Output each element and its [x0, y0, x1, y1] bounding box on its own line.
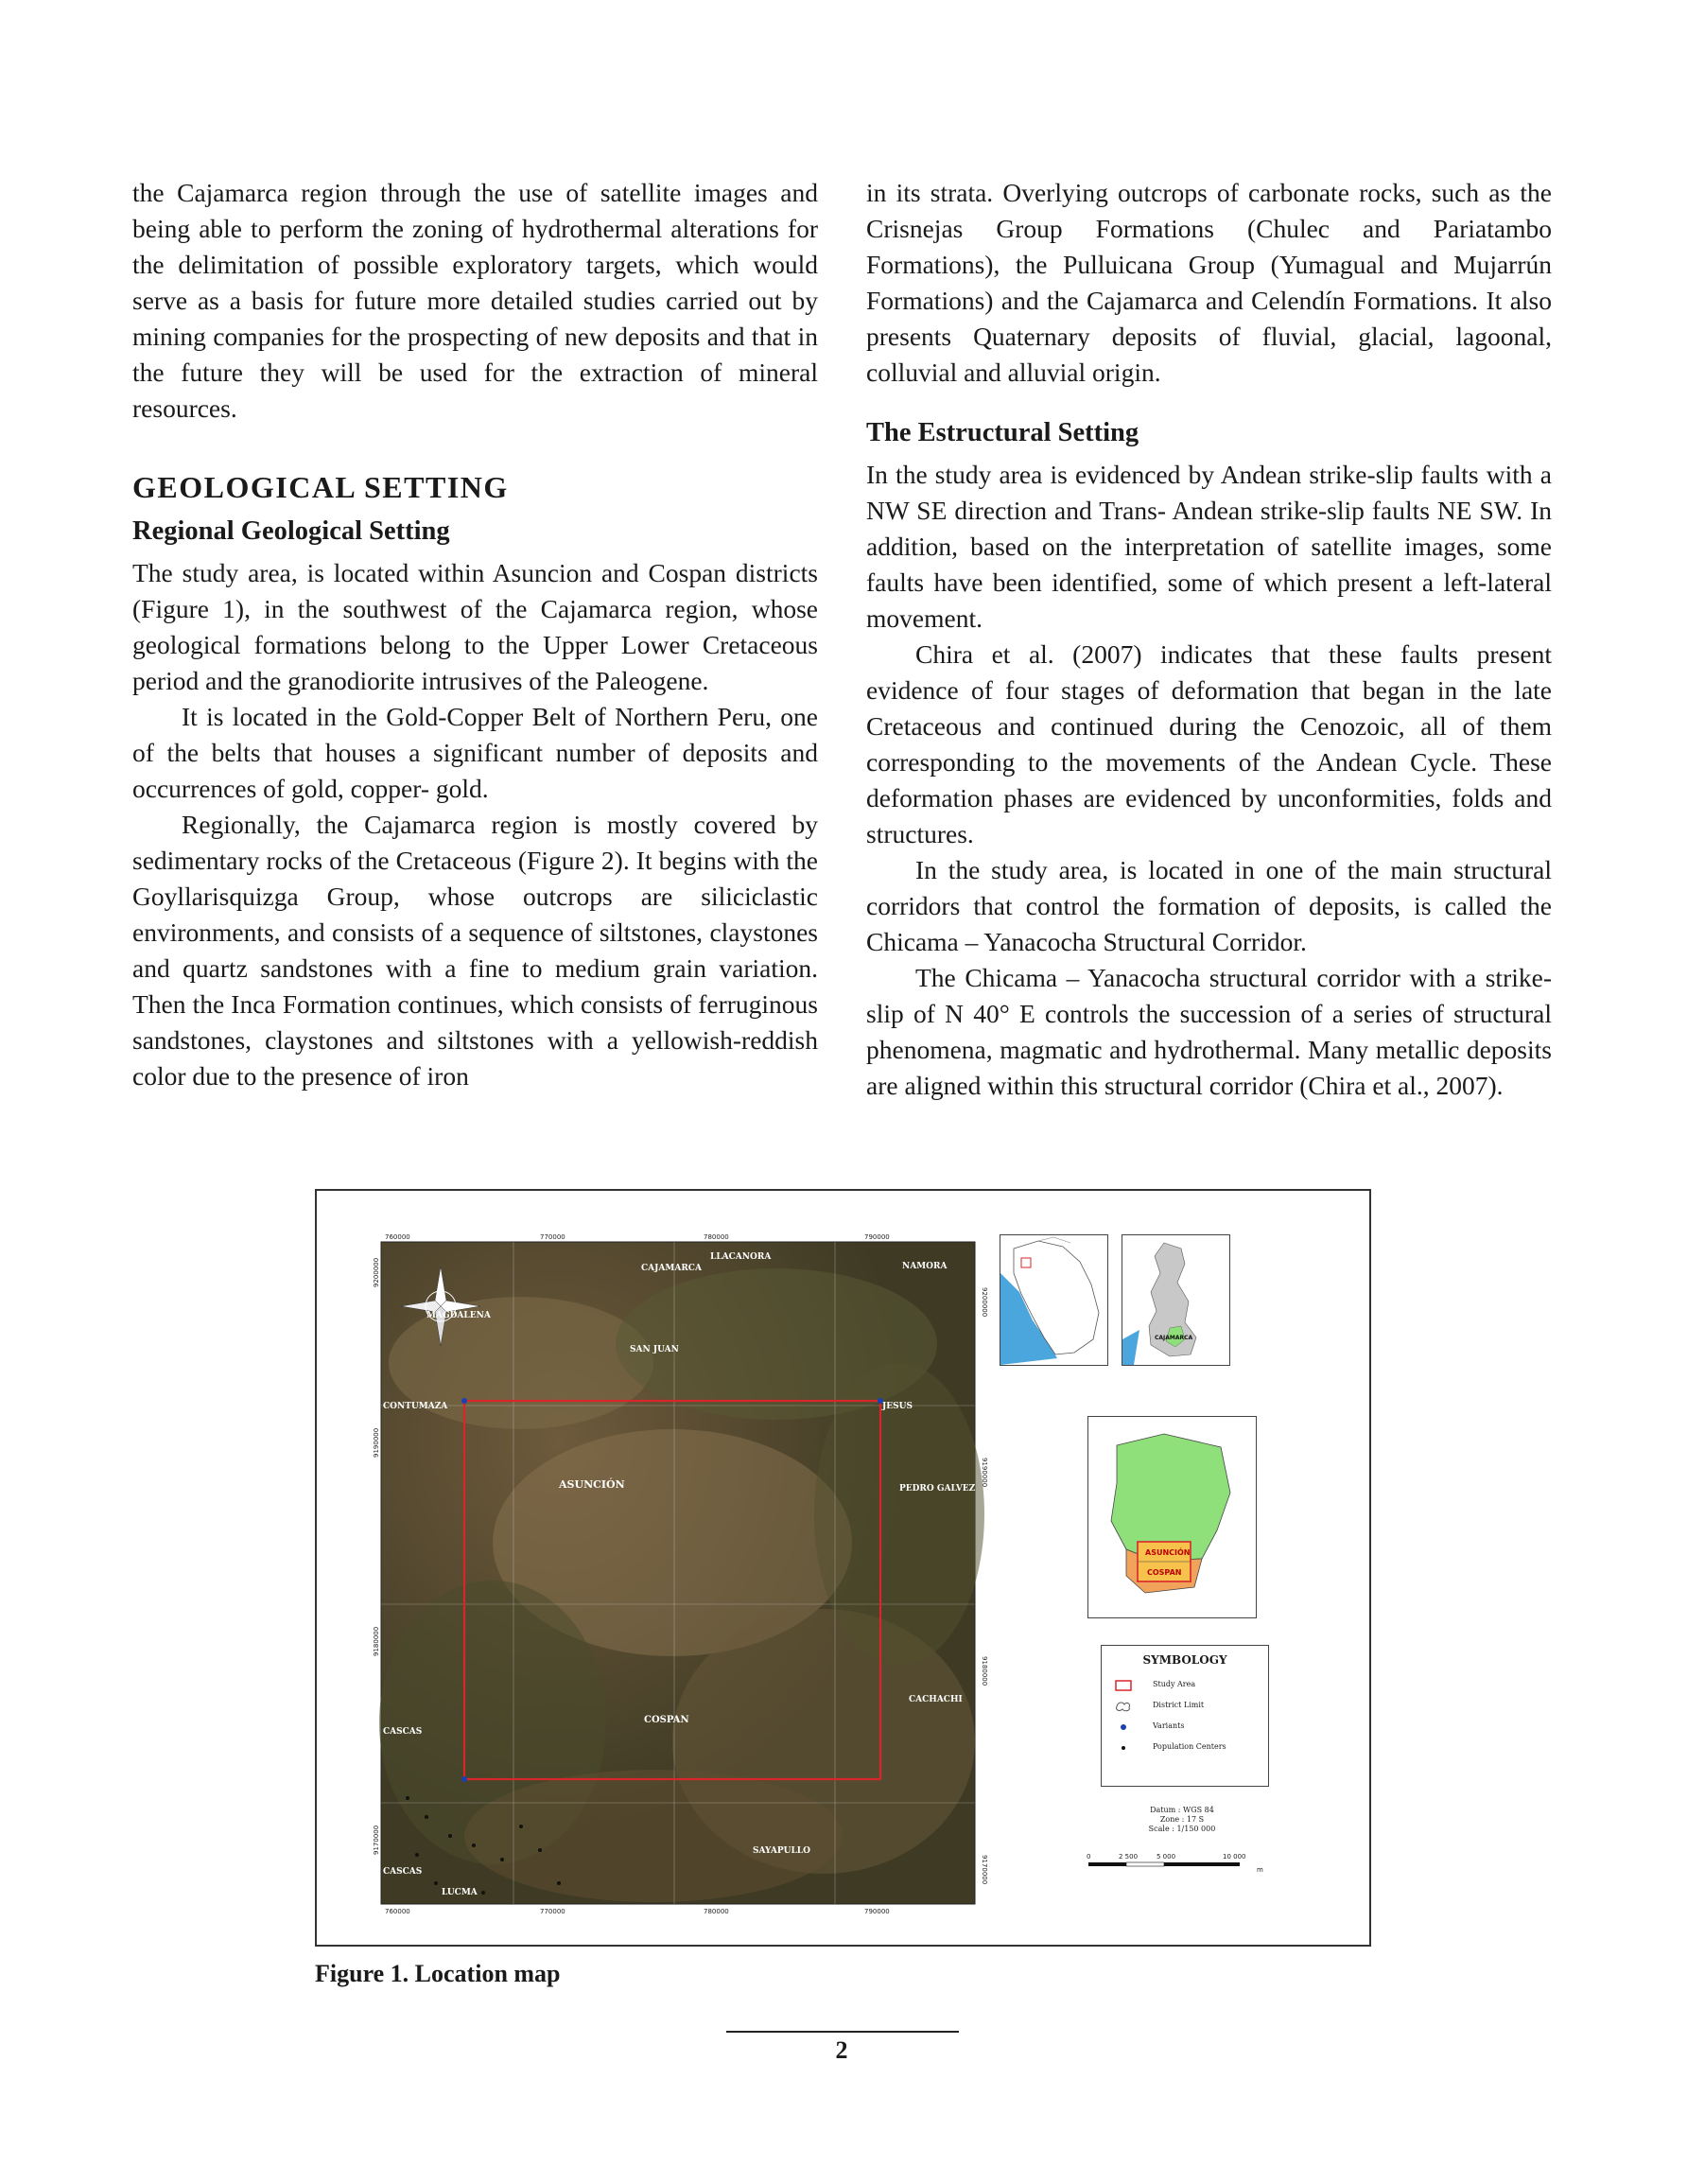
label-pedro-galvez: PEDRO GALVEZ — [899, 1484, 976, 1494]
label-contumaza: CONTUMAZA — [383, 1402, 448, 1411]
study-area-icon — [1115, 1680, 1132, 1691]
paragraph: Regionally, the Cajamarca region is mostly covered by sedimentary rocks of the Cretaceous (Figure 2). It begins with the Goyllarisquizga Group, whose outcrops are siliciclastic environments, and consists of a sequence of siltstones, claystones and quartz sandstones with a fine to medium grain variation. Then the Inca Formation continues, which consists of ferruginous sandstones, claystones and siltstones with a yellowish-reddish color due to the presence of iron — [132, 810, 818, 1091]
x-tick: 770000 — [540, 1908, 565, 1915]
label-cascas: CASCAS — [383, 1867, 423, 1877]
label-magdalena: MAGDALENA — [426, 1311, 491, 1320]
subheading: The Estructural Setting — [866, 418, 1139, 447]
svg-text:0: 0 — [1087, 1853, 1091, 1861]
y-tick: 9200000 — [373, 1257, 380, 1287]
label-asuncion: ASUNCIÓN — [559, 1478, 625, 1491]
x-tick: 770000 — [540, 1233, 565, 1241]
inset-label-cajamarca: CAJAMARCA — [1155, 1335, 1193, 1341]
population-center-icon — [1115, 1742, 1132, 1754]
svg-text:m: m — [1257, 1866, 1263, 1874]
x-tick: 760000 — [385, 1233, 410, 1241]
legend-item: Study Area — [1115, 1680, 1132, 1693]
legend-item: District Limit — [1115, 1701, 1132, 1714]
y-tick: 9200000 — [981, 1287, 988, 1318]
peru-inset-map — [1000, 1234, 1108, 1366]
legend-item: Variants — [1115, 1721, 1132, 1735]
inset-label-asuncion: ASUNCIÓN — [1145, 1548, 1191, 1557]
label-sayapullo: SAYAPULLO — [753, 1846, 810, 1856]
left-column — [132, 175, 818, 1094]
page-number: 2 — [835, 2036, 848, 2064]
x-tick: 780000 — [704, 1908, 729, 1915]
svg-text:2 500: 2 500 — [1119, 1853, 1139, 1861]
label-lucma: LUCMA — [442, 1888, 478, 1897]
variant-dot-icon — [1115, 1721, 1132, 1733]
label-llacanora: LLACANORA — [710, 1252, 772, 1262]
paragraph: In the study area is evidenced by Andean strike-slip faults with a NW SE direction and Trans- Andean strike-slip faults NE SW. In addition, based on the interpretation of satellite images, some faults have been identified, some of which present a left-lateral movement. — [866, 460, 1552, 633]
y-tick: 9180000 — [981, 1656, 988, 1686]
legend-item: Population Centers — [1115, 1742, 1132, 1756]
svg-text:5 000: 5 000 — [1157, 1853, 1176, 1861]
x-tick: 790000 — [864, 1233, 890, 1241]
y-tick: 9170000 — [373, 1825, 380, 1855]
label-cascas: CASCAS — [383, 1727, 423, 1737]
paragraph: In the study area, is located in one of the main structural corridors that control the formation of deposits, is called the Chicama – Yanacocha Structural Corridor. — [866, 855, 1552, 956]
paragraph: The study area, is located within Asuncion and Cospan districts (Figure 1), in the southwest of the Cajamarca region, whose geological formations belong to the Upper Lower Cretaceous period and the granodiorite intrusives of the Paleogene. — [132, 558, 818, 695]
label-jesus: JESUS — [882, 1402, 913, 1411]
legend-title: SYMBOLOGY — [1142, 1653, 1227, 1667]
section-heading: GEOLOGICAL SETTING — [132, 470, 509, 504]
x-tick: 780000 — [704, 1233, 729, 1241]
label-cospan: COSPAN — [644, 1715, 689, 1725]
svg-text:10 000: 10 000 — [1223, 1853, 1246, 1861]
paragraph: the Cajamarca region through the use of satellite images and being able to perform the zoning of hydrothermal alterations for the delimitation of possible exploratory targets, which would serve as a basis for future more detailed studies carried out by mining companies for the prospecting of new deposits and that in the future they will be used for the extraction of mineral resources. — [132, 178, 818, 423]
y-tick: 9170000 — [981, 1855, 988, 1885]
page-number-rule — [726, 2031, 959, 2033]
satellite-map — [370, 1231, 988, 1916]
paragraph: Chira et al. (2007) indicates that these faults present evidence of four stages of deformation that began in the late Cretaceous and continued during the Cenozoic, all of them corresponding to the movements of the Andean Cycle. These deformation phases are evidenced by unconformities, folds and structures. — [866, 639, 1552, 848]
inset-label-cospan: COSPAN — [1147, 1568, 1182, 1577]
x-tick: 760000 — [385, 1908, 410, 1915]
district-limit-icon — [1115, 1701, 1132, 1712]
label-cajamarca: CAJAMARCA — [641, 1264, 702, 1273]
subheading: Regional Geological Setting — [132, 516, 450, 546]
paragraph: It is located in the Gold-Copper Belt of Northern Peru, one of the belts that houses a significant number of deposits and occurrences of gold, copper- gold. — [132, 702, 818, 803]
label-namora: NAMORA — [902, 1262, 948, 1271]
y-tick: 9190000 — [981, 1458, 988, 1488]
datum-info: Datum : WGS 84 Zone : 17 S Scale : 1/150 000 — [1148, 1806, 1216, 1833]
legend — [1101, 1645, 1269, 1787]
y-tick: 9180000 — [373, 1626, 380, 1656]
paragraph: The Chicama – Yanacocha structural corridor with a strike-slip of N 40° E controls the succession of a series of structural phenomena, magmatic and hydrothermal. Many metallic deposits are aligned within this structural corridor (Chira et al., 2007). — [866, 963, 1552, 1100]
label-san-juan: SAN JUAN — [630, 1345, 679, 1354]
district-inset-map — [1087, 1416, 1257, 1618]
figure-caption: Figure 1. Location map — [315, 1960, 561, 1987]
location-map-figure — [315, 1189, 1371, 1947]
cajamarca-inset-map — [1122, 1234, 1230, 1366]
y-tick: 9190000 — [373, 1427, 380, 1458]
label-cachachi: CACHACHI — [909, 1695, 963, 1704]
x-tick: 790000 — [864, 1908, 890, 1915]
paragraph: in its strata. Overlying outcrops of carbonate rocks, such as the Crisnejas Group Formations (Chulec and Pariatambo Formations), the Pulluicana Group (Yumagual and Mujarrún Formations) and the Cajamarca and Celendín Formations. It also presents Quaternary deposits of fluvial, glacial, lagoonal, colluvial and alluvial origin. — [866, 178, 1552, 387]
scale-bar — [1081, 1851, 1270, 1876]
right-column — [866, 175, 1552, 1104]
